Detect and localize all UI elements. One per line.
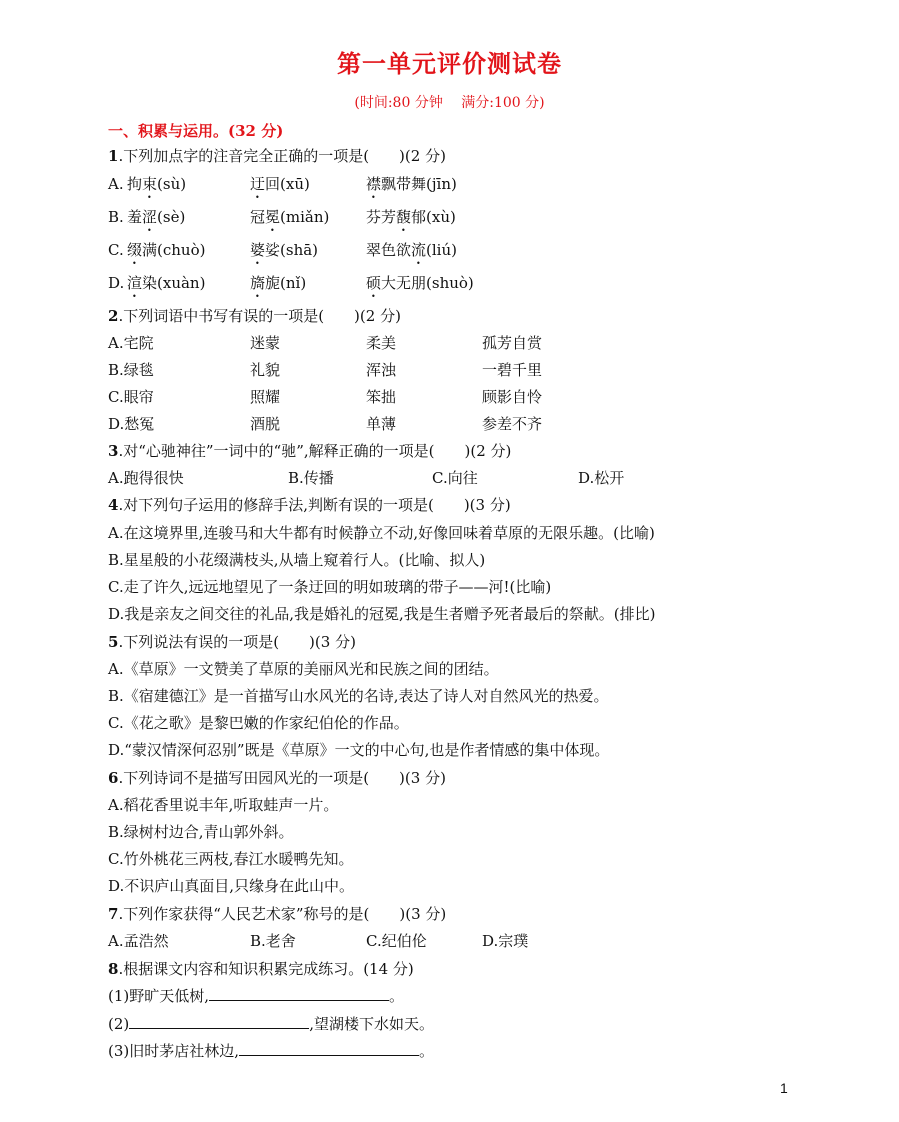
- option-item: A.在这境界里,连骏马和大牛都有时候静立不动,好像回味着草原的无限乐趣。(比喻): [108, 524, 655, 542]
- question-number: 6: [108, 769, 119, 787]
- question-stem: .下列说法有误的一项是( )(3 分): [118, 633, 356, 651]
- option-item: 孤芳自赏: [482, 334, 543, 352]
- option-item: 迷蒙: [250, 334, 281, 352]
- option-item: C.眼帘: [108, 388, 154, 406]
- option-item: 翠色欲流(liú): [366, 241, 457, 259]
- exam-subtitle: (时间:80 分钟 满分:100 分): [354, 95, 545, 111]
- question-stem: .对“心驰神往”一词中的“驰”,解释正确的一项是( )(2 分): [118, 442, 512, 460]
- option-item: D.宗璞: [482, 932, 529, 950]
- option-item: 迂回(xū): [250, 175, 310, 193]
- question-number: 7: [108, 905, 119, 923]
- option-item: C.竹外桃花三两枝,春江水暖鸭先知。: [108, 850, 354, 868]
- answer-blank[interactable]: [209, 986, 389, 1001]
- option-item: A.稻花香里说丰年,听取蛙声一片。: [108, 796, 339, 814]
- option-item: C.纪伯伦: [366, 932, 427, 950]
- option-item: 单薄: [366, 415, 397, 433]
- option-item: C.向往: [432, 469, 478, 487]
- option-item: 婆娑(shā): [250, 241, 319, 259]
- question-stem: .下列诗词不是描写田园风光的一项是( )(3 分): [118, 769, 446, 787]
- page-number: 1: [780, 1080, 788, 1096]
- option-item: C.《花之歌》是黎巴嫩的作家纪伯伦的作品。: [108, 714, 409, 732]
- option-item: A.跑得很快: [108, 469, 184, 487]
- question-2: [108, 306, 401, 326]
- option-item: 照耀: [250, 388, 281, 406]
- question-5: [108, 632, 356, 652]
- option-item: 芬芳馥郁(xù): [366, 208, 456, 226]
- page-title: 第一单元评价测试卷: [337, 49, 562, 78]
- option-item: D.不识庐山真面目,只缘身在此山中。: [108, 877, 355, 895]
- question-1: [108, 146, 446, 166]
- option-item: 笨拙: [366, 388, 397, 406]
- option-item: D.“蒙汉情深何忍别”既是《草原》一文的中心句,也是作者情感的集中体现。: [108, 741, 610, 759]
- question-number: 1: [108, 147, 119, 165]
- option-item: D.愁冤: [108, 415, 155, 433]
- option-item: B.星星般的小花缀满枝头,从墙上窥着行人。(比喻、拟人): [108, 551, 486, 569]
- option-item: 礼貌: [250, 361, 281, 379]
- option-item: B.绿树村边合,青山郭外斜。: [108, 823, 294, 841]
- option-letter: B.: [108, 208, 124, 226]
- option-item: C.走了许久,远远地望见了一条迂回的明如玻璃的带子——河!(比喻): [108, 578, 552, 596]
- question-6: [108, 768, 446, 788]
- option-item: 渲染(xuàn): [127, 274, 206, 292]
- option-item: 羞涩(sè): [127, 208, 186, 226]
- question-3: [108, 441, 511, 461]
- question-4: [108, 495, 511, 515]
- option-item: 缀满(chuò): [127, 241, 206, 259]
- question-number: 2: [108, 307, 119, 325]
- question-stem: .对下列句子运用的修辞手法,判断有误的一项是( )(3 分): [118, 496, 511, 514]
- answer-blank[interactable]: [239, 1041, 419, 1056]
- fill-blank-line: (1)野旷天低树, 。: [108, 987, 405, 1005]
- fill-blank-line: (3)旧时茅店社林边, 。: [108, 1042, 435, 1060]
- option-letter: A.: [108, 175, 124, 193]
- option-item: 浑浊: [366, 361, 397, 379]
- question-number: 4: [108, 496, 119, 514]
- option-item: 顾影自怜: [482, 388, 543, 406]
- question-stem: .下列词语中书写有误的一项是( )(2 分): [118, 307, 401, 325]
- option-item: 酒脱: [250, 415, 281, 433]
- question-number: 8: [108, 960, 119, 978]
- option-item: 硕大无朋(shuò): [366, 274, 474, 292]
- option-item: 柔美: [366, 334, 397, 352]
- question-number: 5: [108, 633, 119, 651]
- option-item: D.我是亲友之间交往的礼品,我是婚礼的冠冕,我是生者赠予死者最后的祭献。(排比): [108, 605, 656, 623]
- question-number: 3: [108, 442, 119, 460]
- option-item: B.绿毯: [108, 361, 154, 379]
- option-item: 襟飘带舞(jīn): [366, 175, 457, 193]
- option-item: 旖旎(nǐ): [250, 274, 307, 292]
- question-8: [108, 959, 414, 979]
- option-letter: C.: [108, 241, 124, 259]
- fill-blank-line: (2) ,望湖楼下水如天。: [108, 1015, 435, 1033]
- option-item: 冠冕(miǎn): [250, 208, 330, 226]
- question-7: [108, 904, 446, 924]
- question-stem: .下列加点字的注音完全正确的一项是( )(2 分): [118, 147, 446, 165]
- option-item: 拘束(sù): [127, 175, 187, 193]
- option-item: 一碧千里: [482, 361, 543, 379]
- question-stem: .根据课文内容和知识积累完成练习。(14 分): [118, 960, 414, 978]
- option-item: A.孟浩然: [108, 932, 169, 950]
- option-item: 参差不齐: [482, 415, 543, 433]
- option-letter: D.: [108, 274, 125, 292]
- question-stem: .下列作家获得“人民艺术家”称号的是( )(3 分): [118, 905, 447, 923]
- option-item: A.《草原》一文赞美了草原的美丽风光和民族之间的团结。: [108, 660, 499, 678]
- option-item: B.传播: [288, 469, 334, 487]
- option-item: A.宅院: [108, 334, 154, 352]
- option-item: B.老舍: [250, 932, 296, 950]
- answer-blank[interactable]: [129, 1014, 309, 1029]
- option-item: D.松开: [578, 469, 625, 487]
- section-heading: 一、积累与运用。(32 分): [108, 122, 284, 140]
- option-item: B.《宿建德江》是一首描写山水风光的名诗,表达了诗人对自然风光的热爱。: [108, 687, 609, 705]
